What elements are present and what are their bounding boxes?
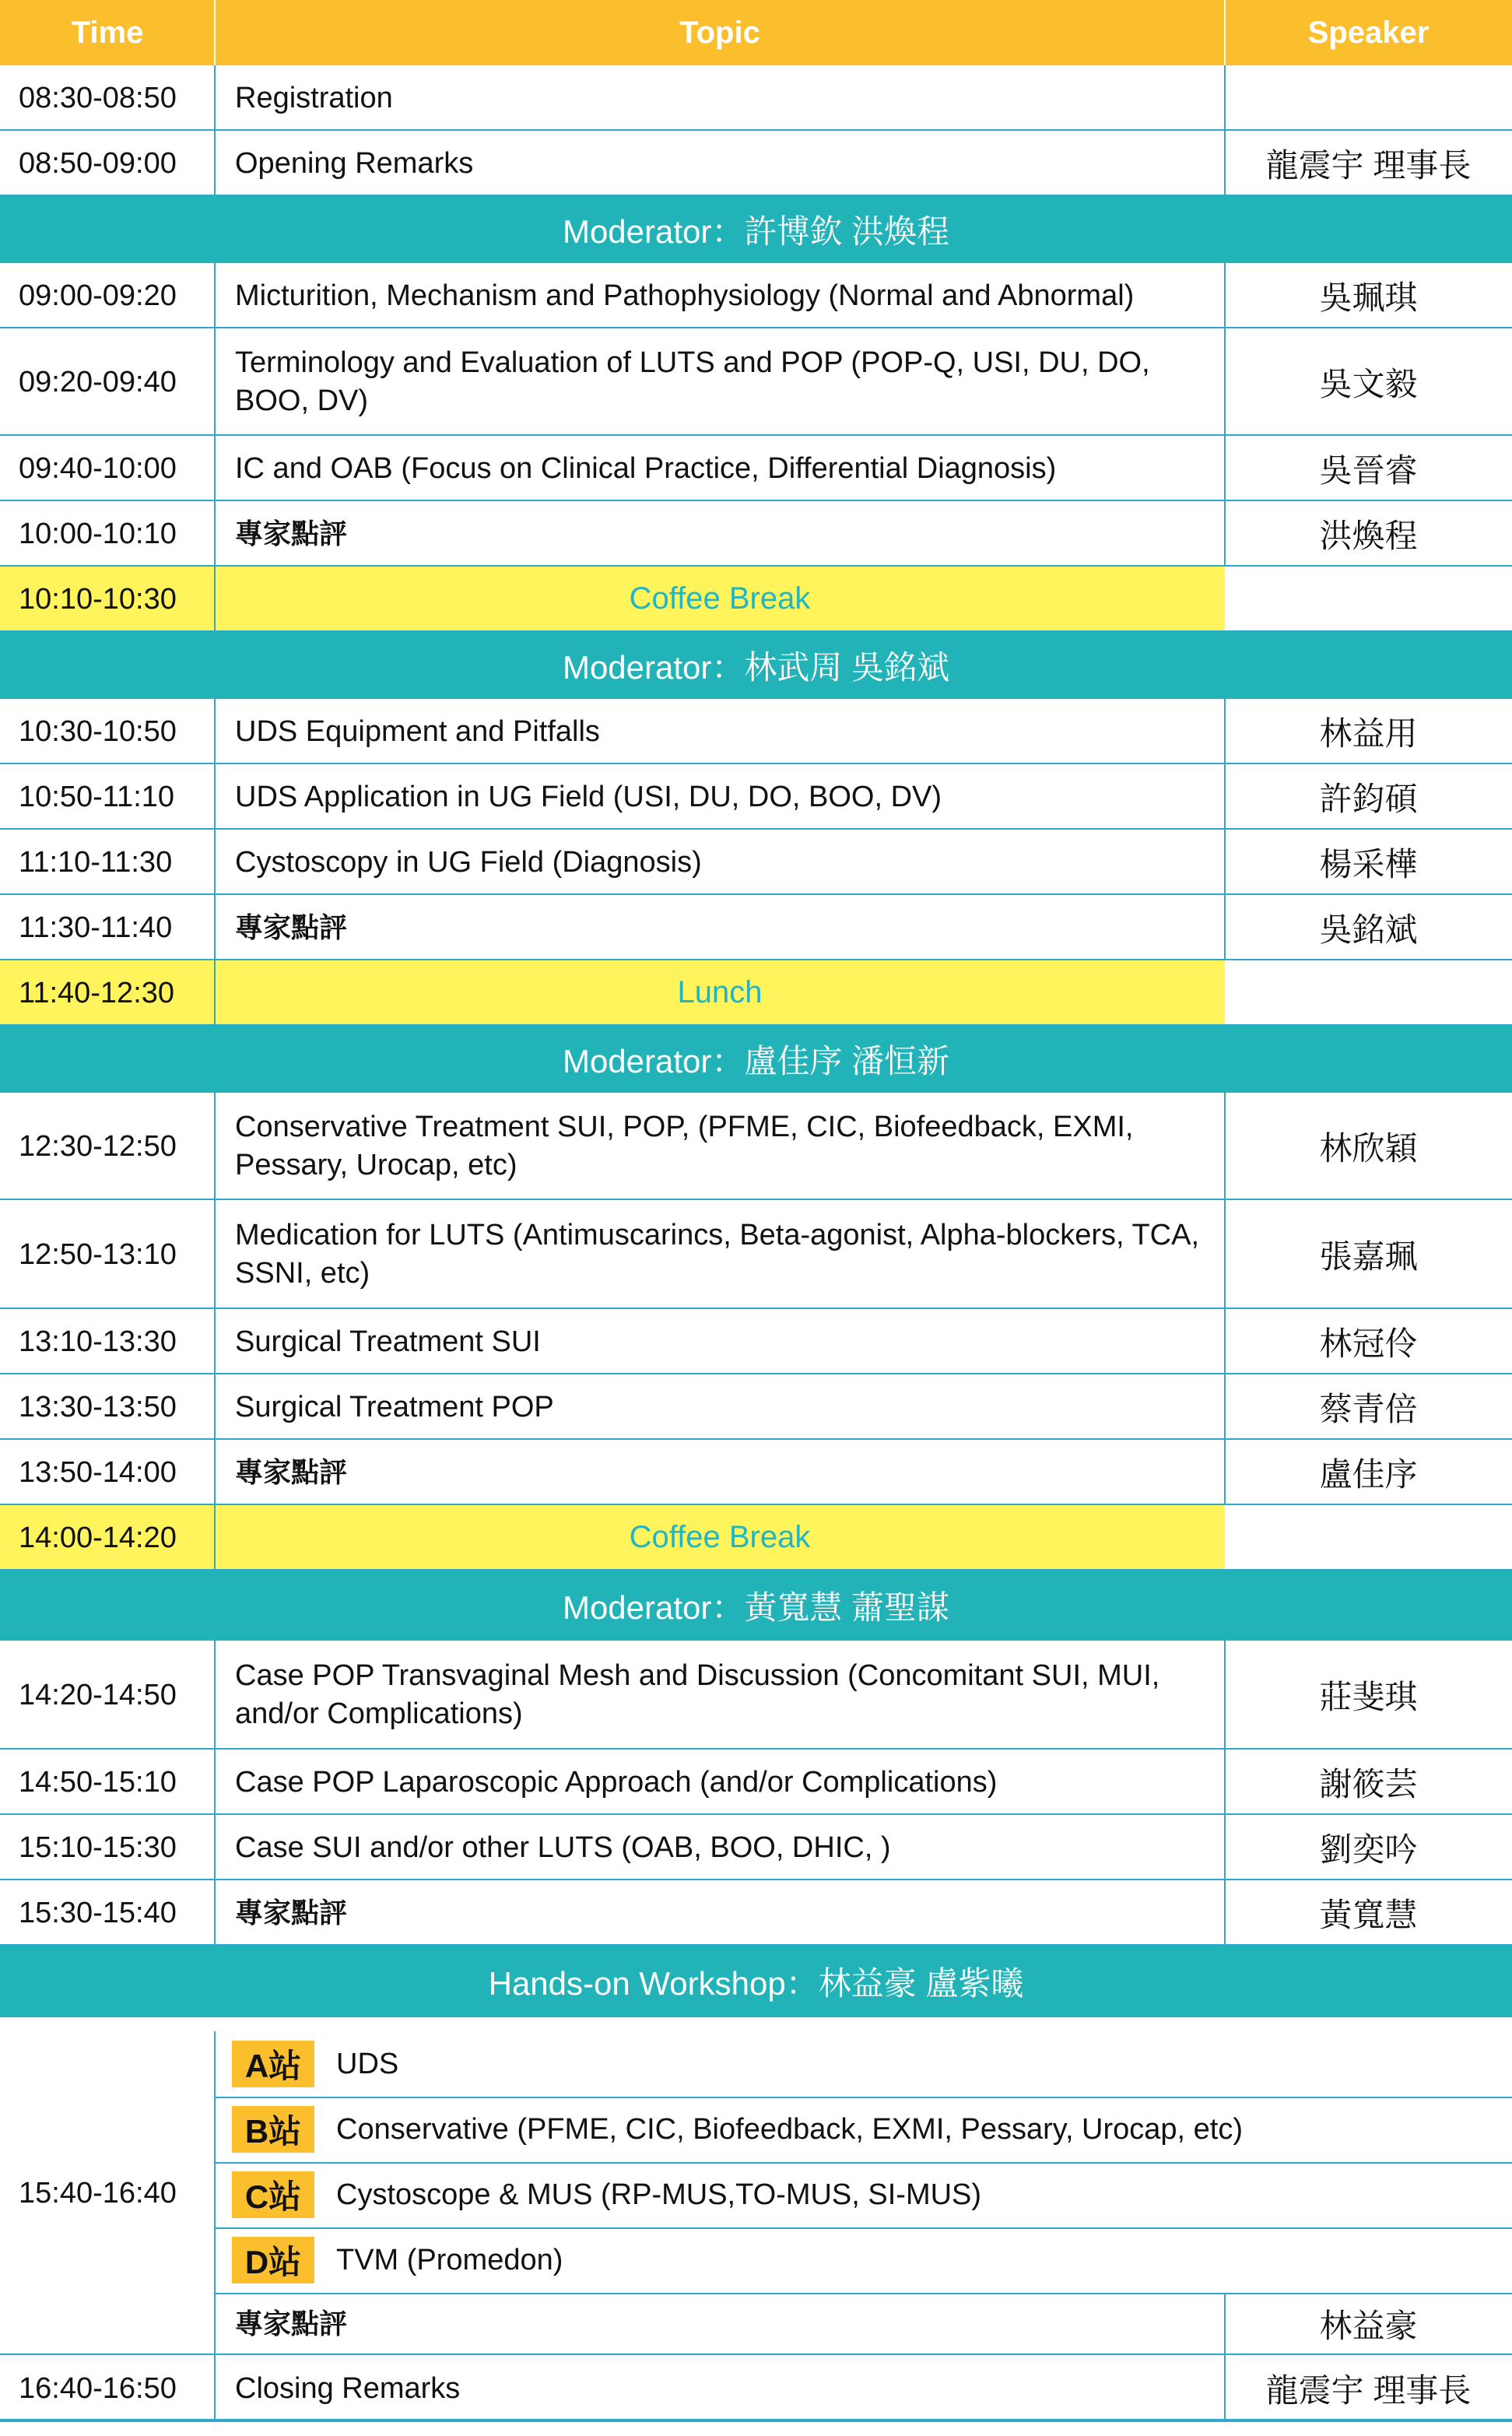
workshop-time: 15:40-16:40 [19,2176,177,2210]
session-time: 12:50-13:10 [19,1237,177,1271]
session-speaker: 盧佳序 [1319,1456,1418,1493]
session-topic: IC and OAB (Focus on Clinical Practice, Differential Diagnosis) [235,451,1057,485]
session-time: 13:10-13:30 [19,1325,177,1358]
session-speaker: 吳銘斌 [1319,911,1418,948]
session-topic: Surgical Treatment POP [235,1390,554,1423]
session-row [0,328,1512,436]
session-time: 15:30-15:40 [19,1896,177,1929]
header-speaker: Speaker [1307,15,1430,50]
session-time: 14:50-15:10 [19,1765,177,1799]
session-row [0,1374,1512,1440]
moderator-row: Moderator：黃寬慧 蕭聖謀 [0,1571,1512,1641]
station-topic: TVM (Promedon) [336,2243,563,2276]
station-topic: UDS [336,2047,399,2080]
session-row [0,1880,1512,1946]
session-time: 13:30-13:50 [19,1390,177,1423]
session-speaker: 吳晉睿 [1319,452,1418,489]
session-topic: Opening Remarks [235,146,474,180]
workshop-review-topic: 專家點評 [235,2307,348,2339]
break-row [0,567,1512,632]
moderator-row: Moderator：許博欽 洪煥程 [0,196,1512,263]
session-time: 15:10-15:30 [19,1831,177,1864]
session-row [0,1641,1512,1750]
workshop-station-a [215,2031,1512,2097]
session-topic: Registration [235,81,393,114]
session-row [0,65,1512,131]
session-speaker: 謝筱芸 [1319,1766,1418,1802]
session-time: 11:10-11:30 [19,845,173,879]
break-label: Lunch [215,960,1225,1026]
session-time: 09:00-09:20 [19,279,177,312]
station-badge: B站 [232,2106,314,2153]
session-time: 08:30-08:50 [19,81,177,114]
session-speaker: 楊采樺 [1319,846,1418,883]
break-label: Coffee Break [215,1505,1225,1571]
session-topic: 專家點評 [235,911,348,943]
session-topic: 專家點評 [235,1896,348,1929]
session-time: 14:20-14:50 [19,1678,177,1711]
session-speaker: 吳文毅 [1319,366,1418,402]
workshop-review-speaker: 林益豪 [1319,2308,1418,2344]
session-speaker: 劉奕吟 [1319,1831,1418,1868]
session-row [0,699,1512,764]
session-row [0,1309,1512,1374]
break-label: Coffee Break [215,567,1225,632]
session-row [0,1750,1512,1815]
session-speaker: 林冠伶 [1319,1325,1418,1362]
session-time: 14:00-14:20 [0,1505,215,1571]
session-speaker: 張嘉珮 [1319,1238,1418,1275]
workshop-station-c [215,2162,1512,2227]
session-speaker: 蔡青倍 [1319,1391,1418,1427]
session-topic: Cystoscopy in UG Field (Diagnosis) [235,845,702,879]
workshop-station-d [215,2227,1512,2293]
session-time: 10:30-10:50 [19,714,177,748]
header-time: Time [71,15,144,50]
workshop-station-b [215,2097,1512,2162]
session-row [0,263,1512,328]
session-speaker: 林欣穎 [1319,1130,1418,1167]
session-time: 10:50-11:10 [19,780,175,813]
session-topic: UDS Equipment and Pitfalls [235,714,600,748]
session-speaker [1225,65,1512,131]
station-badge: D站 [232,2237,314,2283]
session-time: 13:50-14:00 [19,1455,177,1489]
session-row [0,1200,1512,1309]
session-topic: Surgical Treatment SUI [235,1325,541,1358]
session-speaker: 許鈞碩 [1319,781,1418,817]
session-speaker: 黃寬慧 [1319,1897,1418,1933]
closing-row [0,2355,1512,2422]
session-row [0,131,1512,196]
session-topic: Terminology and Evaluation of LUTS and POP (POP-Q, USI, DU, DO, BOO, DV) [235,346,1150,417]
session-topic: Case SUI and/or other LUTS (OAB, BOO, DHIC, ) [235,1831,891,1864]
session-speaker: 林益用 [1319,715,1418,752]
session-row [0,436,1512,501]
session-topic: Conservative Treatment SUI, POP, (PFME, CIC, Biofeedback, EXMI, Pessary, Urocap, etc) [235,1111,1134,1181]
break-row [0,960,1512,1026]
session-row [0,501,1512,567]
closing-speaker: 龍震宇 理事長 [1265,2372,1472,2409]
session-row [0,1093,1512,1200]
moderator-row: Moderator：林武周 吳銘斌 [0,632,1512,699]
session-row [0,764,1512,830]
session-time: 11:40-12:30 [0,960,215,1026]
closing-topic: Closing Remarks [235,2371,461,2405]
session-time: 11:30-11:40 [19,911,173,944]
session-time: 09:40-10:00 [19,451,177,485]
session-speaker: 莊斐琪 [1319,1679,1418,1715]
session-topic: Case POP Transvaginal Mesh and Discussion (Concomitant SUI, MUI, and/or Complications) [235,1659,1160,1730]
session-speaker: 洪煥程 [1319,518,1418,554]
session-topic: Medication for LUTS (Antimuscarincs, Beta-agonist, Alpha-blockers, TCA, SSNI, etc) [235,1219,1200,1290]
session-topic: 專家點評 [235,1455,348,1488]
session-topic: Micturition, Mechanism and Pathophysiology (Normal and Abnormal) [235,279,1135,312]
moderator-row: Moderator：盧佳序 潘恒新 [0,1026,1512,1093]
session-row [0,1815,1512,1880]
session-time: 08:50-09:00 [19,146,177,180]
session-time: 10:00-10:10 [19,517,177,550]
station-topic: Conservative (PFME, CIC, Biofeedback, EXMI, Pessary, Urocap, etc) [336,2112,1244,2146]
table-header [0,0,1512,65]
header-topic: Topic [679,15,760,50]
break-row [0,1505,1512,1571]
session-time: 10:10-10:30 [0,567,215,632]
session-row [0,1440,1512,1505]
closing-time: 16:40-16:50 [19,2371,177,2405]
session-row [0,895,1512,960]
session-time: 09:20-09:40 [19,365,177,398]
session-topic: 專家點評 [235,517,348,549]
session-topic: UDS Application in UG Field (USI, DU, DO, BOO, DV) [235,780,942,813]
workshop-block [0,2031,1512,2355]
session-time: 12:30-12:50 [19,1129,177,1163]
station-badge: A站 [232,2041,314,2087]
session-speaker: 吳珮琪 [1319,279,1418,316]
station-topic: Cystoscope & MUS (RP-MUS,TO-MUS, SI-MUS) [336,2178,982,2211]
session-row [0,830,1512,895]
session-speaker: 龍震宇 理事長 [1265,147,1472,184]
session-topic: Case POP Laparoscopic Approach (and/or Complications) [235,1765,998,1799]
moderator-row: Hands-on Workshop：林益豪 盧紫曦 [0,1946,1512,2017]
station-badge: C站 [232,2171,314,2218]
